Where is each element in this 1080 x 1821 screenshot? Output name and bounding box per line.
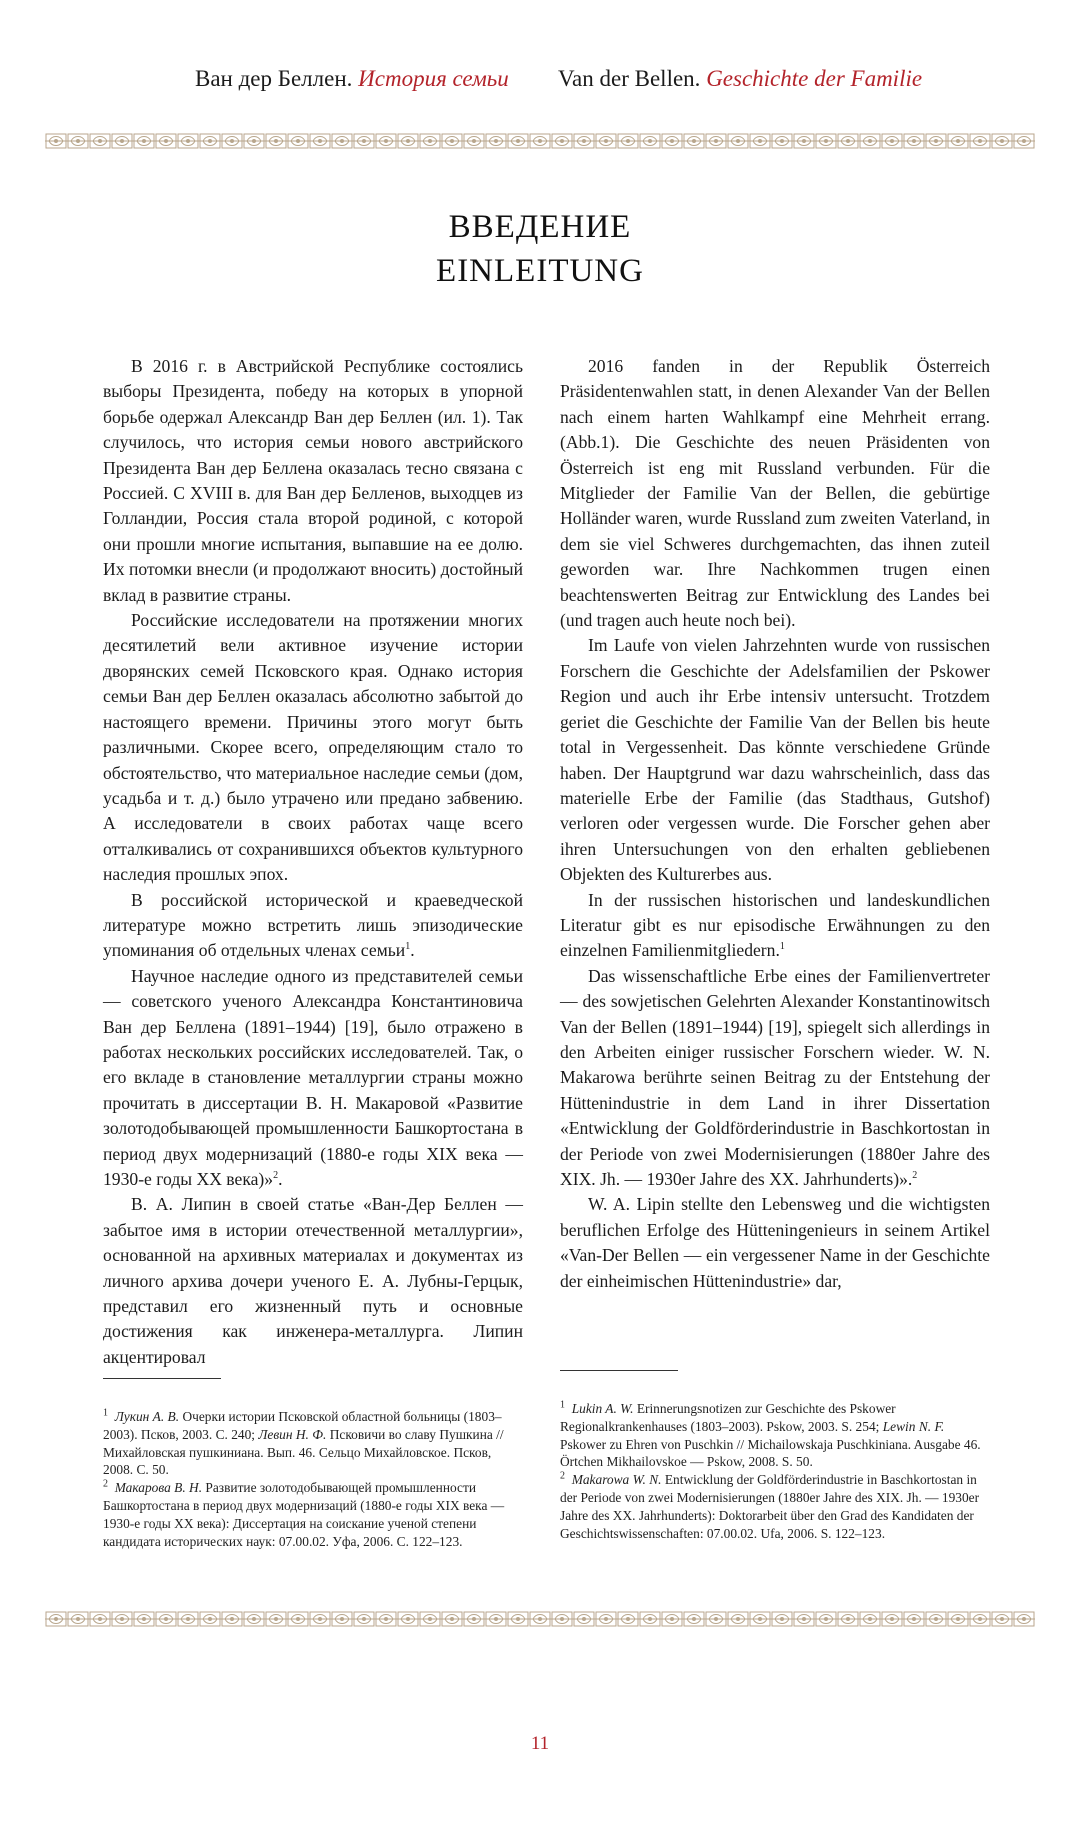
footnotes-de	[560, 1400, 990, 1542]
footnote-de-1-text-2: Pskower zu Ehren von Puschkin // Michailowskaja Puschkiniana. Ausgabe 46. Örtchen Mikhailovskoe — Pskow, 2008. S. 50.	[560, 1436, 981, 1470]
bottom-ornament-border	[45, 1608, 1035, 1630]
footnote-de-2-author: Makarowa W. N.	[571, 1472, 662, 1488]
de-paragraph-3-text: In der russischen historischen und landeskundlichen Literatur gibt es nur episodische Erwähnungen zu den einzelnen Familienmitgliedern.	[560, 889, 990, 961]
chapter-title	[0, 205, 1080, 293]
de-paragraph-3	[560, 888, 990, 964]
footnotes-ru	[103, 1408, 523, 1550]
footnote-ref-1: 1	[405, 941, 411, 953]
header-title-de: Geschichte der Familie	[706, 66, 923, 91]
chapter-title-de: EINLEITUNG	[436, 253, 644, 289]
footnote-de-1-text-1: Erinnerungsnotizen zur Geschichte des Pskower Regionalkrankenhauses (1803–2003). Pskow, 2003. S. 254;	[560, 1401, 896, 1434]
ru-paragraph-2: Российские исследователи на протяжении многих десятилетий вели активное изучение истории дворянских семей Псковского края. Однако история семьи Ван дер Беллен оказалась абсолютно забытой до настоящего времени. Причины этого могут быть различными. Скорее всего, определяющим стало то обстоятельство, что материальное наследие семьи (дом, усадьба и т. д.) было утрачено или предано забвению. А исследователи в своих работах чаще всего отталкивались от сохранившихся объектов культурного наследия прошлых эпох.	[103, 610, 523, 885]
footnote-de-1	[560, 1400, 990, 1471]
de-paragraph-5: W. A. Lipin stellte den Lebensweg und die wichtigsten beruflichen Erfolge des Hütteningenieurs in seinem Artikel «Van-Der Bellen — ein vergessener Name in der Geschichte der einheimischen Hüttenindustrie» dar,	[560, 1194, 990, 1291]
footnote-ref-1: 1	[779, 941, 785, 953]
footnote-de-2	[560, 1471, 990, 1542]
ru-paragraph-5: В. А. Липин в своей статье «Ван-Дер Беллен — забытое имя в истории отечественной металлургии», основанной на архивных материалах и документах из личного архива дочери ученого Е. А. Лубны-Герцык, представил его жизненный путь и основные достижения как инженера-металлурга. Липин акцентировал	[103, 1194, 523, 1367]
footnote-ru-2-author: Макарова В. Н.	[114, 1480, 203, 1496]
ru-paragraph-3: В российской исторической и краеведческой литературе можно встретить лишь эпизодические упоминания об отдельных членах семьи$^1$.	[103, 889, 523, 961]
header-title-ru: История семьи	[358, 66, 509, 91]
footnote-divider-de	[560, 1370, 678, 1371]
footnote-ru-2-text: Развитие золотодобывающей промышленности Башкортостана в период двух модернизаций (1880-е годы XIX века — 1930-е годы XX века): Диссертация на соискание ученой степени кандидата исторических наук: 07.00.02. Уфа, 2006. С. 122–123.	[103, 1480, 505, 1549]
de-paragraph-4-text: Das wissenschaftliche Erbe eines der Familienvertreter — des sowjetischen Gelehrten Alexander Konstantinowitsch Van der Bellen (1891–1944) [19], spiegelt sich allerdings in den Arbeiten einiger russischer Forschern wieder. W. N. Makarowa berührte seinen Beitrag zu der Entstehung der Hüttenindustrie in dem Land in ihrer Dissertation «Entwicklung der Goldförderindustrie in Baschkortostan in der Periode von zwei Modernisierungen (1880er Jahre des XIX. Jh. — 1930er Jahre des XX. Jahrhunderts)».	[560, 965, 990, 1189]
ru-paragraph-1: В 2016 г. в Австрийской Республике состоялись выборы Президента, победу на которых в упорной борьбе одержал Александр Ван дер Беллен (ил. 1). Так случилось, что история семьи нового австрийского Президента Ван дер Беллена оказалась тесно связана с Россией. С XVIII в. для Ван дер Белленов, выходцев из Голландии, Россия стала второй родиной, с которой они прошли многие испытания, выпавшие на ее долю. Их потомки внесли (и продолжают вносить) достойный вклад в развитие страны.	[103, 356, 523, 605]
footnote-ref-2: 2	[273, 1170, 279, 1182]
footnote-ru-2-number: 2	[103, 1478, 108, 1490]
footnote-ru-1-text-2: Псковичи во славу Пушкина // Михайловская пушкиниана. Вып. 46. Сельцо Михайловское. Псков, 2008. С. 50.	[103, 1426, 504, 1478]
footnote-de-1-author-2: Lewin N. F.	[882, 1418, 945, 1434]
footnote-ru-1	[103, 1408, 523, 1479]
footnote-ru-1-text-1: Очерки истории Псковской областной больницы (1803–2003). Псков, 2003. С. 240;	[103, 1409, 502, 1442]
footnote-de-1-author-1: Lukin A. W.	[571, 1401, 634, 1416]
footnote-de-2-number: 2	[560, 1470, 565, 1482]
footnote-ru-1-author-2: Левин Н. Ф.	[258, 1426, 327, 1442]
header-german	[558, 66, 922, 92]
ru-paragraph-4: Научное наследие одного из представителей семьи — советского ученого Александра Константиновича Ван дер Беллена (1891–1944) [19], было отражено в работах нескольких российских исследователей. Так, о его вкладе в становление металлургии страны можно прочитать в диссертации В. Н. Макаровой «Развитие золотодобывающей промышленности Башкортостана в период двух модернизаций (1880-е годы XIX века — 1930-е годы XX века)»$^2$.	[103, 965, 523, 1189]
chapter-title-ru: ВВЕДЕНИЕ	[448, 209, 632, 245]
de-paragraph-4	[560, 964, 990, 1193]
russian-column	[103, 354, 523, 1370]
header-russian	[195, 66, 509, 92]
header-author-de: Van der Bellen.	[558, 66, 701, 91]
running-header	[0, 66, 1080, 106]
page-number: 11	[530, 1733, 550, 1754]
de-paragraph-2: Im Laufe von vielen Jahrzehnten wurde von russischen Forschern die Geschichte der Adelsfamilien der Pskower Region und auch ihr Erbe intensiv untersucht. Trotzdem geriet die Geschichte der Familie Van der Bellen bis heute total in Vergessenheit. Das könnte verschiedene Gründe haben. Der Hauptgrund war dazu wahrscheinlich, dass das materielle Erbe der Familie (das Stadthaus, Gutshof) verloren oder vergessen wurde. Die Forscher gehen aber ihren Untersuchungen von den erhalten gebliebenen Objekten des Kulturerbes aus.	[560, 635, 990, 885]
header-author-ru: Ван дер Беллен.	[195, 66, 353, 91]
footnote-ru-2	[103, 1479, 523, 1550]
footnote-de-2-text: Entwicklung der Goldförderindustrie in Baschkortostan in der Periode von zwei Modernisierungen (1880er Jahre des XIX. Jh. — 1930er Jahre des XX. Jahrhunderts): Doktorarbeit über den Grad des Kandidaten der Geschichtswissenschaften: 07.00.02. Ufa, 2006. S. 122–123.	[560, 1472, 980, 1541]
ru-paragraph-4-text: Научное наследие одного из представителей семьи — советского ученого Александра Константиновича Ван дер Беллена (1891–1944) [19], было отражено в работах нескольких российских исследователей. Так, о его вкладе в становление металлургии страны можно прочитать в диссертации В. Н. Макаровой «Развитие золотодобывающей промышленности Башкортостана в период двух модернизаций (1880-е годы XIX века — 1930-е годы XX века)»	[103, 965, 523, 1189]
footnote-ru-1-number: 1	[103, 1407, 108, 1419]
top-ornament-border	[45, 130, 1035, 152]
footnote-de-1-number: 1	[560, 1399, 565, 1411]
ru-paragraph-3-text: В российской исторической и краеведческой литературе можно встретить лишь эпизодические упоминания об отдельных членах семьи	[103, 889, 523, 961]
german-column	[560, 354, 990, 1294]
de-paragraph-1: 2016 fanden in der Republik Österreich Präsidentenwahlen statt, in denen Alexander Van der Bellen nach einem harten Wahlkampf eine Mehrheit errang. (Abb.1). Die Geschichte des neuen Präsidenten von Österreich ist eng mit Russland verbunden. Für die Mitglieder der Familie Van der Bellen, die gebürtige Holländer waren, wurde Russland zum zweiten Vaterland, in dem sie viel Schweres durchgemachten, das ihnen zuteil geworden war. Ihre Nachkommen trugen einen beachtenswerten Beitrag zur Entwicklung des Landes bei (und tragen auch heute noch bei).	[560, 356, 990, 631]
footnote-ref-2: 2	[912, 1170, 918, 1182]
footnote-ru-1-author-1: Лукин А. В.	[114, 1409, 180, 1424]
footnote-divider-ru	[103, 1378, 221, 1379]
